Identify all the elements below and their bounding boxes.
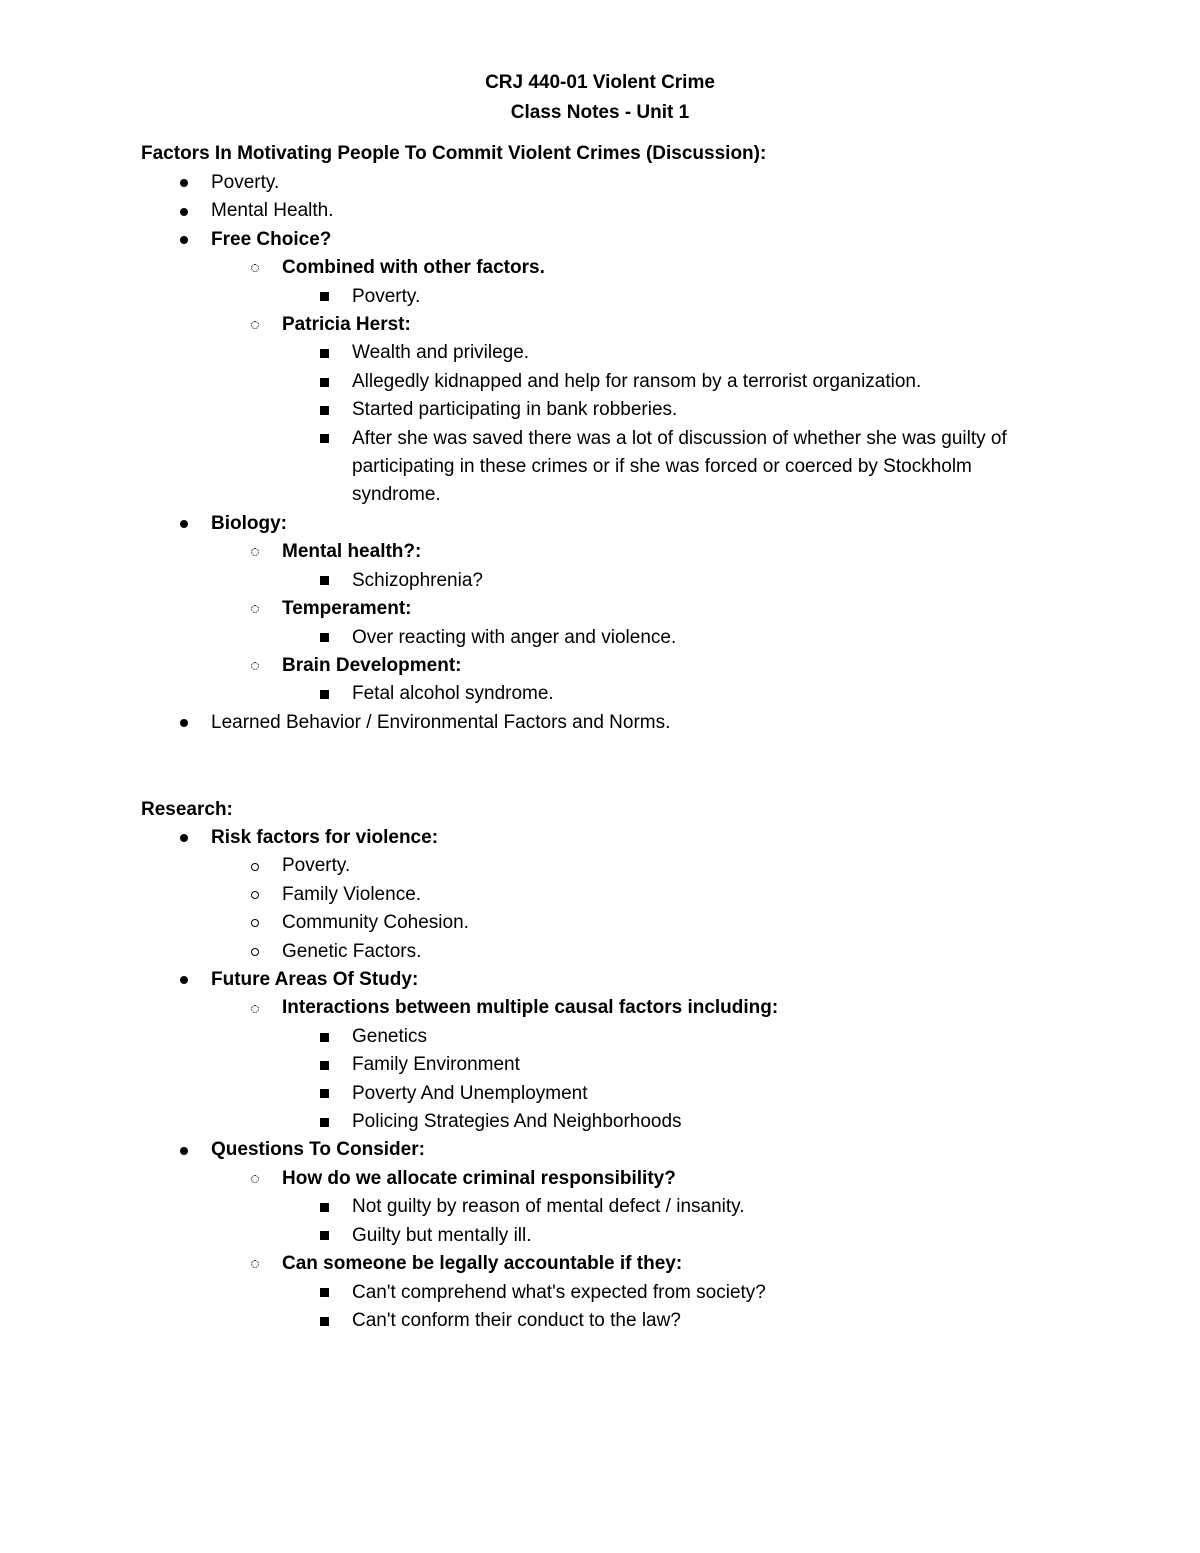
section-heading-factors: Factors In Motivating People To Commit Violent Crimes (Discussion): [141,143,767,164]
bullet-dot-icon [174,169,194,197]
list-item: Over reacting with anger and violence. [0,624,1042,652]
list-item: Genetic Factors. [0,938,1200,966]
list-item: Patricia Herst: [0,311,1200,339]
list-item: Schizophrenia? [0,567,1042,595]
list-item: Questions To Consider: [0,1136,1200,1164]
section-heading-research: Research: [141,799,233,820]
list-item: Free Choice? [0,226,1200,254]
list-item: Brain Development: [0,652,1200,680]
list-item: Learned Behavior / Environmental Factors and Norms. [0,709,1200,737]
list-item: Family Violence. [0,881,1200,909]
bullet-ring-icon [245,1165,265,1193]
bullet-dot-icon [174,197,194,225]
list-item: How do we allocate criminal responsibility? [0,1165,1200,1193]
bullet-square-icon [314,1023,334,1051]
bullet-ring-icon [245,1250,265,1278]
list-item: Mental health?: [0,538,1200,566]
bullet-square-icon [314,1108,334,1136]
research-list [0,824,1200,1335]
bullet-square-icon [314,339,334,367]
bullet-square-icon [314,1307,334,1335]
bullet-square-icon [314,396,334,424]
bullet-square-icon [314,1193,334,1221]
bullet-ring-icon [245,595,265,623]
bullet-ring-icon [245,881,265,909]
list-item: Can't conform their conduct to the law? [0,1307,1042,1335]
bullet-dot-icon [174,1136,194,1164]
bullet-ring-icon [245,938,265,966]
list-item: Policing Strategies And Neighborhoods [0,1108,1042,1136]
bullet-square-icon [314,425,334,453]
bullet-square-icon [314,567,334,595]
bullet-ring-icon [245,852,265,880]
list-item: Biology: [0,510,1200,538]
document-subtitle: Class Notes - Unit 1 [510,102,690,123]
bullet-square-icon [314,1080,334,1108]
bullet-ring-icon [245,909,265,937]
bullet-square-icon [314,1051,334,1079]
bullet-ring-icon [245,538,265,566]
bullet-square-icon [314,624,334,652]
bullet-ring-icon [245,311,265,339]
list-item: Poverty. [0,852,1200,880]
list-item: Can someone be legally accountable if they: [0,1250,1200,1278]
list-item: Not guilty by reason of mental defect / insanity. [0,1193,1042,1221]
list-item: Combined with other factors. [0,254,1200,282]
list-item: Allegedly kidnapped and help for ransom by a terrorist organization. [0,368,1042,396]
document-title: CRJ 440-01 Violent Crime [485,72,715,93]
list-item: Mental Health. [0,197,1200,225]
bullet-square-icon [314,368,334,396]
bullet-dot-icon [174,226,194,254]
list-item: Poverty And Unemployment [0,1080,1042,1108]
list-item: Wealth and privilege. [0,339,1042,367]
list-item: Genetics [0,1023,1042,1051]
list-item: After she was saved there was a lot of discussion of whether she was guilty of participating in these crimes or if she was forced or coerced by Stockholm syndrome. [0,425,1042,510]
list-item: Poverty. [0,169,1200,197]
bullet-square-icon [314,1222,334,1250]
factors-list [0,169,1200,737]
list-item: Guilty but mentally ill. [0,1222,1042,1250]
list-item: Fetal alcohol syndrome. [0,680,1042,708]
list-item: Future Areas Of Study: [0,966,1200,994]
list-item: Started participating in bank robberies. [0,396,1042,424]
bullet-dot-icon [174,824,194,852]
list-item: Interactions between multiple causal factors including: [0,994,1200,1022]
bullet-ring-icon [245,652,265,680]
list-item: Community Cohesion. [0,909,1200,937]
list-item: Family Environment [0,1051,1042,1079]
bullet-dot-icon [174,709,194,737]
bullet-ring-icon [245,254,265,282]
bullet-ring-icon [245,994,265,1022]
bullet-square-icon [314,1279,334,1307]
list-item: Temperament: [0,595,1200,623]
list-item: Poverty. [0,283,1042,311]
bullet-square-icon [314,680,334,708]
bullet-dot-icon [174,966,194,994]
list-item: Risk factors for violence: [0,824,1200,852]
bullet-square-icon [314,283,334,311]
list-item: Can't comprehend what's expected from society? [0,1279,1042,1307]
bullet-dot-icon [174,510,194,538]
